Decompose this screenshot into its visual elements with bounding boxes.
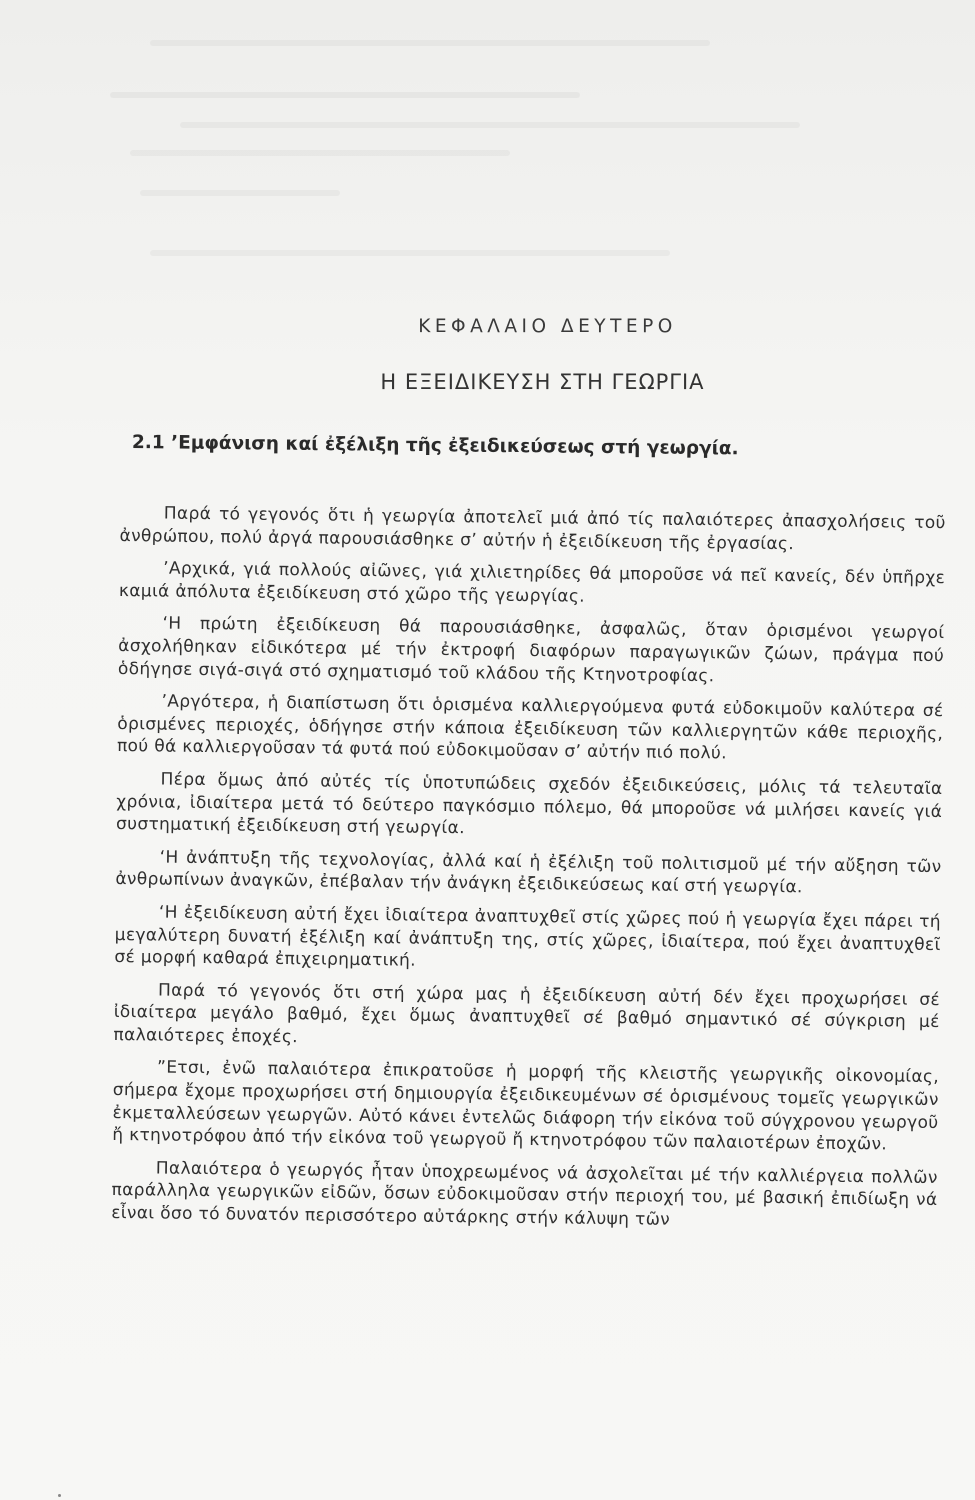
- chapter-title: Η ΕΞΕΙΔΙΚΕΥΣΗ ΣΤΗ ΓΕΩΡΓΙΑ: [380, 370, 705, 394]
- page-speck: [58, 1494, 61, 1497]
- show-through-marks: [0, 0, 975, 300]
- paragraph-2: ’Αρχικά, γιά πολλούς αἰῶνες, γιά χιλιετηρίδες θά μποροῦσε νά πεῖ κανείς, δέν ὑπῆρχε καμιά ἀπόλυτα ἐξειδίκευση στό χῶρο τῆς γεωργίας.: [118, 558, 946, 607]
- paragraph-3: ‘Η πρώτη ἐξειδίκευση θά παρουσιάσθηκε, ἀσφαλῶς, ὅταν ὁρισμένοι γεωργοί ἀσχολήθηκαν εἰδικότερα μέ τήν ἐκτροφή διαφόρων παραγωγικῶν ζώων, πράγμα πού ὁδήγησε σιγά-σιγά στό σχηματισμό τοῦ κλάδου τῆς Κτηνοτροφίας.: [117, 613, 945, 686]
- body-text: [111, 502, 946, 1245]
- paragraph-4: ’Αργότερα, ἡ διαπίστωση ὅτι ὁρισμένα καλλιεργούμενα φυτά εὐδοκιμοῦν καλύτερα σέ ὁρισμένες περιοχές, ὁδήγησε στήν κάποια ἐξειδίκευση τῶν καλλιεργητῶν κάθε περιοχῆς, πού θά καλλιεργοῦσαν τά φυτά πού εὐδοκιμοῦσαν σ’ αὐτήν πιό πολύ.: [116, 691, 944, 764]
- paragraph-7: ‘Η ἐξειδίκευση αὐτή ἔχει ἰδιαίτερα ἀναπτυχθεῖ στίς χῶρες πού ἡ γεωργία ἔχει πάρει τή μεγαλύτερη δυνατή ἐξέλιξη καί ἀνάπτυξη της, στίς χῶρες, ἰδιαίτερα, πού ἔχει ἀναπτυχθεῖ σέ μορφή καθαρά ἐπιχειρηματική.: [114, 902, 942, 971]
- section-heading: 2.1 ’Εμφάνιση καί ἐξέλιξη τῆς ἐξειδικεύσεως στή γεωργία.: [131, 432, 739, 460]
- paragraph-5: Πέρα ὅμως ἀπό αὐτές τίς ὑποτυπώδεις σχεδόν ἐξειδικεύσεις, μόλις τά τελευταῖα χρόνια, ἰδιαίτερα μετά τό δεύτερο παγκόσμιο πόλεμο, θά μποροῦσε νά μιλήσει κανείς γιά συστηματική ἐξειδίκευση στή γεωργία.: [115, 769, 943, 839]
- paragraph-10: Παλαιότερα ὁ γεωργός ἦταν ὑποχρεωμένος νά ἀσχολεῖται μέ τήν καλλιέργεια πολλῶν παράλληλα γεωργικῶν εἰδῶν, ὅσων εὐδοκιμοῦσαν στήν περιοχή του, μέ βασική ἐπιδίωξη νά εἶναι ὅσο τό δυνατόν περισσότερο αὐτάρκης στήν κάλυψη τῶν: [111, 1158, 938, 1230]
- chapter-label: ΚΕΦΑΛΑΙΟ ΔΕΥΤΕΡΟ: [418, 316, 677, 337]
- paragraph-8: Παρά τό γεγονός ὅτι στή χώρα μας ἡ ἐξειδίκευση αὐτή δέν ἔχει προχωρήσει σέ ἰδιαίτερα μεγάλο βαθμό, ἔχει ὅμως ἀναπτυχθεῖ σέ βαθμό σημαντικό σέ σύγκριση μέ παλαιότερες ἐποχές.: [113, 980, 941, 1048]
- paragraph-6: ‘Η ἀνάπτυξη τῆς τεχνολογίας, ἀλλά καί ἡ ἐξέλιξη τοῦ πολιτισμοῦ μέ τήν αὔξηση τῶν ἀνθρωπίνων ἀναγκῶν, ἐπέβαλαν τήν ἀνάγκη ἐξειδικεύσεως καί στή γεωργία.: [115, 847, 942, 898]
- paragraph-1: Παρά τό γεγονός ὅτι ἡ γεωργία ἀποτελεῖ μιά ἀπό τίς παλαιότερες ἀπασχολήσεις τοῦ ἀνθρώπου, πολύ ἀργά παρουσιάσθηκε σ’ αὐτήν ἡ ἐξειδίκευση τῆς ἐργασίας.: [119, 503, 946, 554]
- paragraph-9: ”Ετσι, ἐνῶ παλαιότερα ἐπικρατοῦσε ἡ μορφή τῆς κλειστῆς γεωργικῆς οἰκονομίας, σήμερα ἔχομε προχωρήσει στή δημιουργία ἐξειδικευμένων σέ ὁρισμένους τομεῖς γεωργικῶν ἐκμεταλλεύσεων γεωργῶν. Αὐτό κάνει ἐντελῶς διάφορη τήν εἰκόνα τοῦ σύγχρονου γεωργοῦ ἤ κτηνοτρόφου ἀπό τήν εἰκόνα τοῦ γεωργοῦ ἤ κτηνοτρόφου τῶν παλαιοτέρων ἐποχῶν.: [112, 1057, 940, 1155]
